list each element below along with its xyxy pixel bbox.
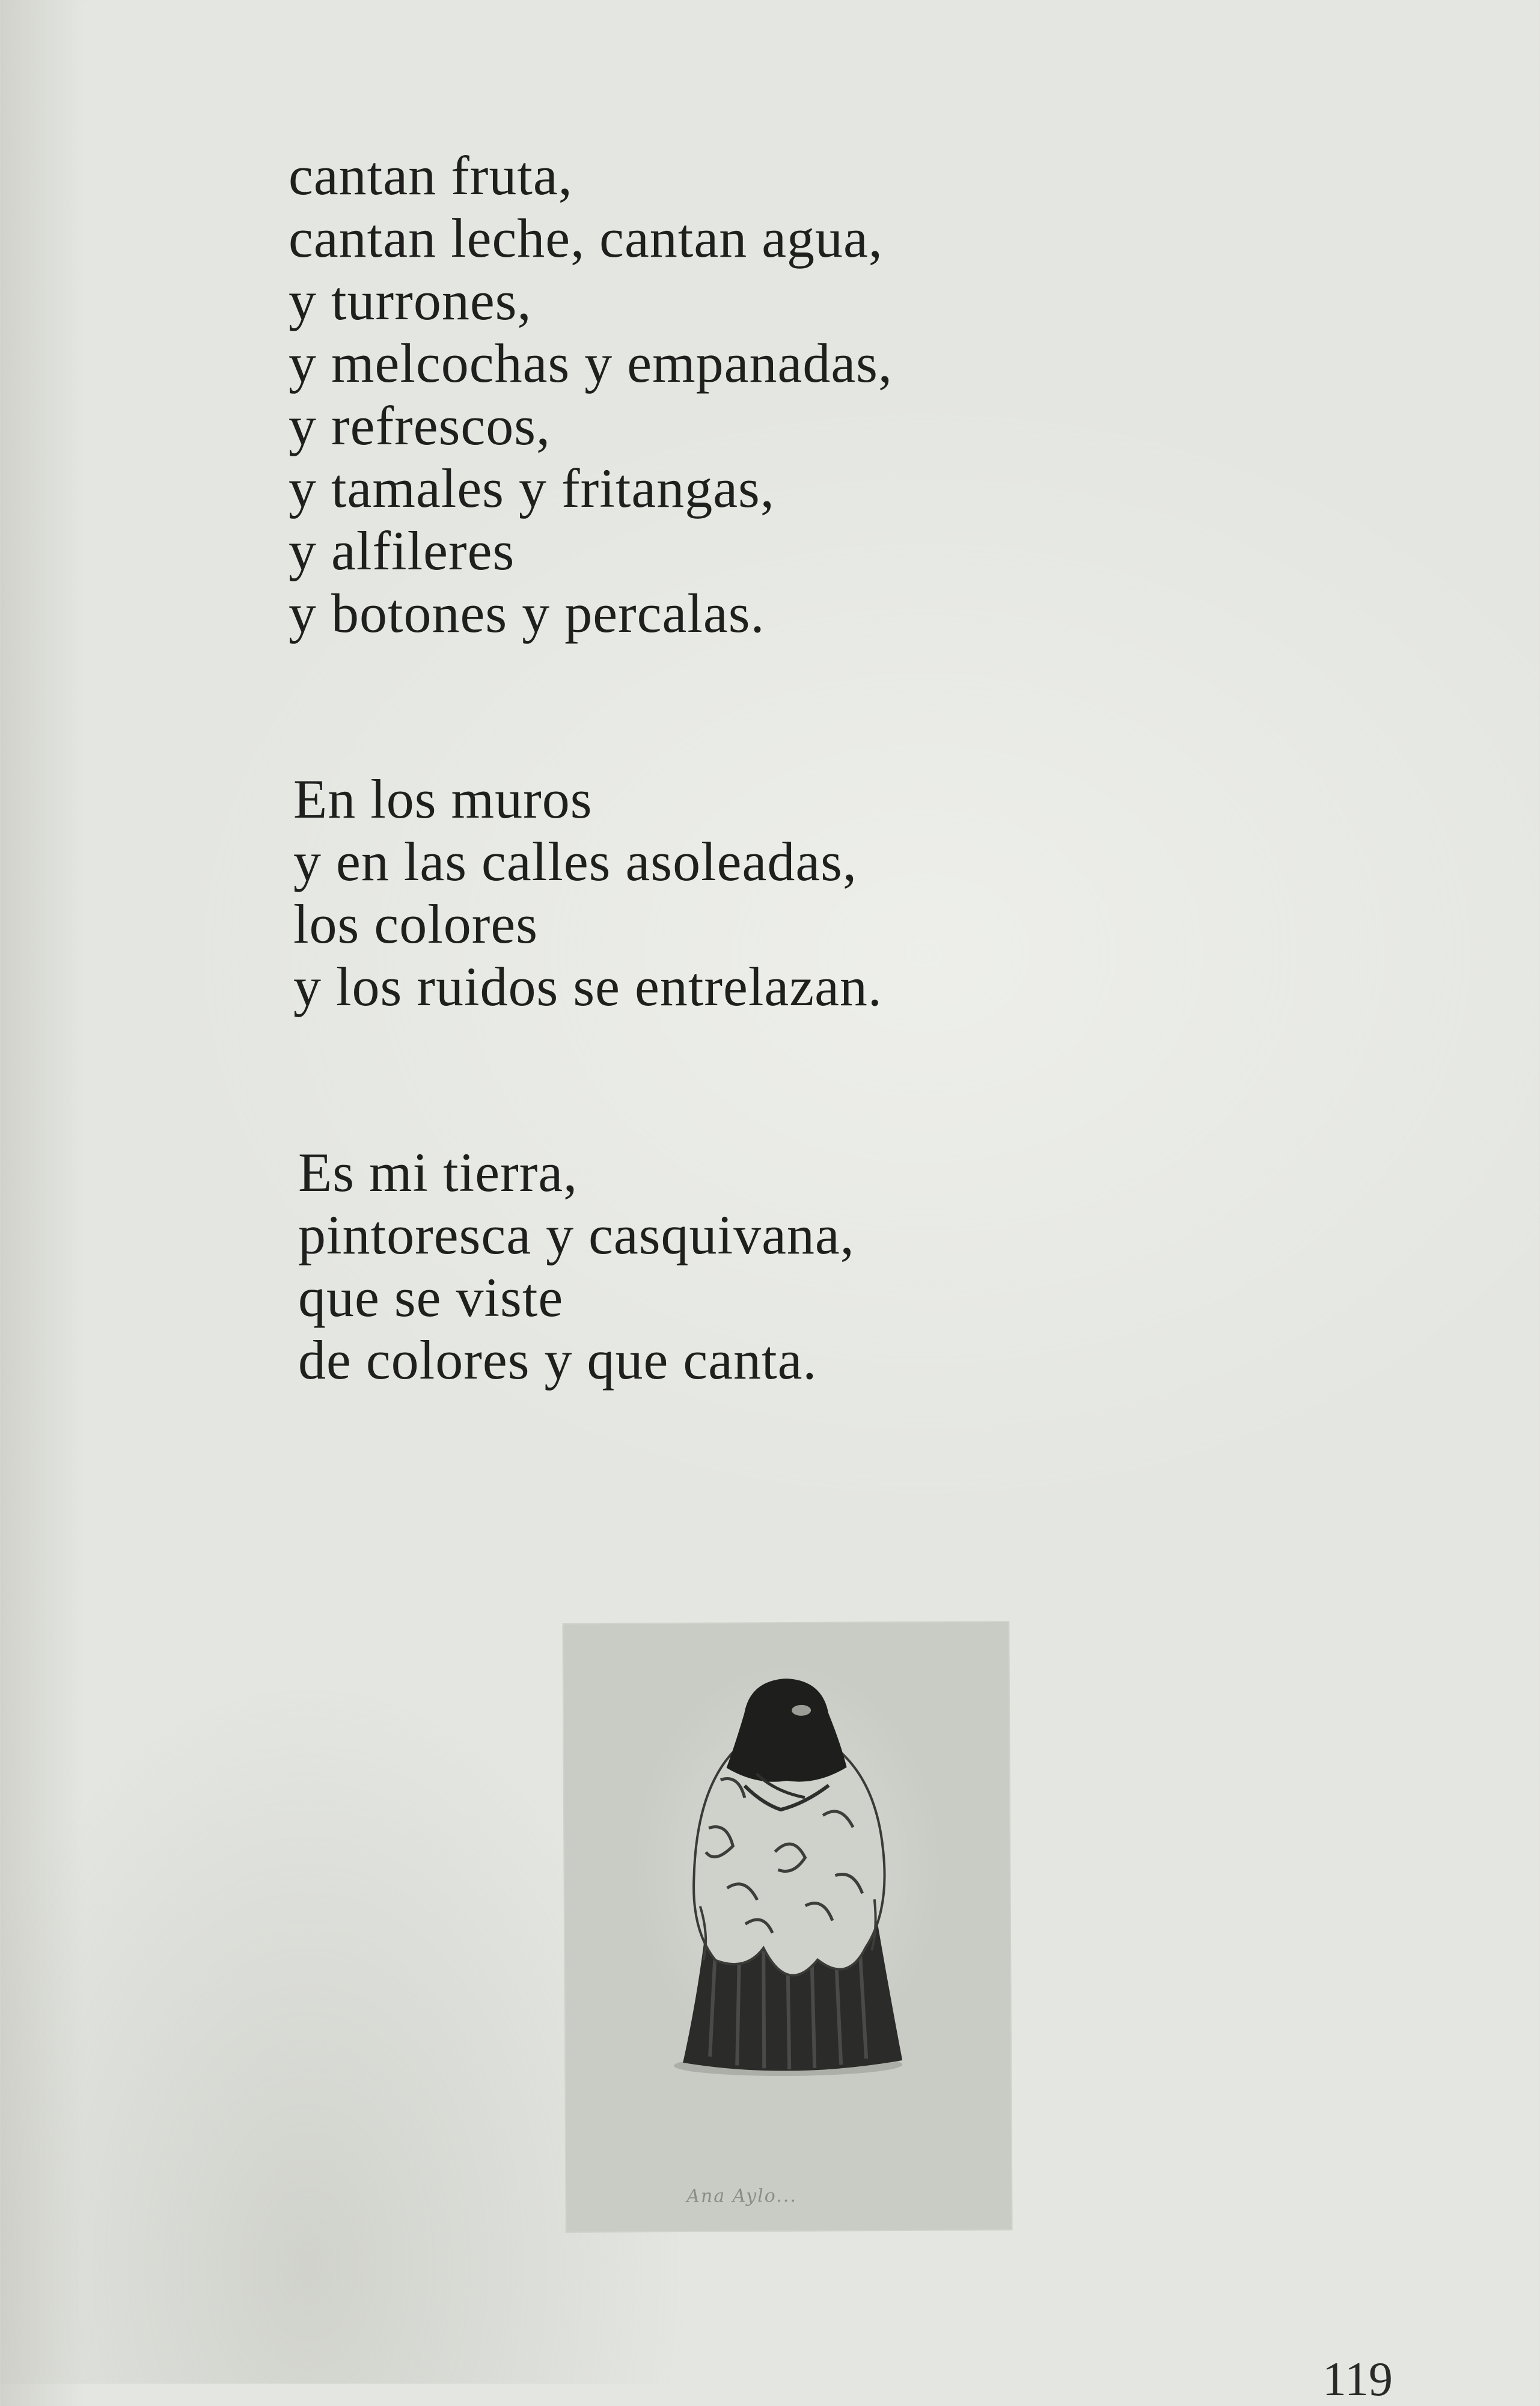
stanza <box>298 1141 1370 1391</box>
poem-line: y botones y percalas. <box>289 583 765 644</box>
stanza <box>293 768 1370 1018</box>
poem-line: y melcochas y empanadas, <box>289 332 893 394</box>
illustration-plate <box>563 1622 1011 2232</box>
stanza <box>289 144 1370 644</box>
poem-line: y los ruidos se entrelazan. <box>293 956 882 1017</box>
poem-line: y en las calles asoleadas, <box>293 831 857 892</box>
poem-line: pintoresca y casquivana, <box>298 1204 855 1266</box>
tapada-figure-icon <box>563 1622 1011 2232</box>
poem-line: que se viste <box>298 1267 564 1328</box>
page-number: 119 <box>1322 2353 1393 2406</box>
poem-line: cantan leche, cantan agua, <box>289 207 883 269</box>
poem-line: los colores <box>293 893 539 955</box>
poem-line: En los muros <box>293 768 593 830</box>
poem-line: y turrones, <box>289 270 532 331</box>
poem-line: y refrescos, <box>289 395 551 456</box>
poem-line: Es mi tierra, <box>298 1142 578 1203</box>
poem-line: cantan fruta, <box>289 145 573 206</box>
poem-line: y alfileres <box>289 520 515 581</box>
poem-line: de colores y que canta. <box>298 1329 817 1391</box>
illustration-signature: Ana Aylo... <box>686 2185 797 2207</box>
poem <box>289 144 1370 1514</box>
poem-line: y tamales y fritangas, <box>289 458 775 519</box>
